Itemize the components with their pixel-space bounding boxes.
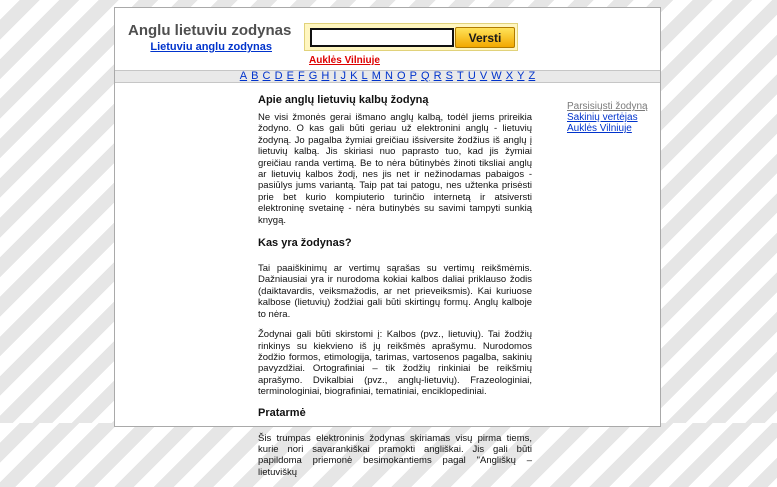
alphabet-letter-p[interactable]: P	[409, 70, 417, 82]
header	[115, 8, 660, 70]
alphabet-letter-a[interactable]: A	[239, 70, 248, 82]
foreword-heading: Pratarmė	[258, 406, 306, 419]
alphabet-letter-t[interactable]: T	[457, 70, 464, 82]
alphabet-letter-v[interactable]: V	[479, 70, 488, 82]
nannies-vilnius-sidebar-link[interactable]: Auklės Vilniuje	[567, 123, 632, 134]
alphabet-letter-j[interactable]: J	[340, 70, 347, 82]
what-is-dictionary-heading: Kas yra žodynas?	[258, 237, 352, 250]
search-box	[304, 23, 518, 51]
alphabet-letter-m[interactable]: M	[371, 70, 381, 82]
alphabet-letter-y[interactable]: Y	[517, 70, 525, 82]
alphabet-letter-c[interactable]: C	[262, 70, 271, 82]
alphabet-letter-n[interactable]: N	[384, 70, 393, 82]
lithuanian-english-dictionary-link[interactable]: Lietuviu anglu zodynas	[150, 41, 272, 53]
site-title: Anglu lietuviu zodynas	[128, 22, 292, 39]
translate-button[interactable]: Versti	[455, 27, 515, 48]
alphabet-letter-l[interactable]: L	[361, 70, 368, 82]
alphabet-letter-u[interactable]: U	[467, 70, 476, 82]
alphabet-letter-g[interactable]: G	[308, 70, 318, 82]
alphabet-letter-z[interactable]: Z	[528, 70, 536, 82]
alphabet-letter-r[interactable]: R	[433, 70, 442, 82]
main-content	[258, 94, 532, 487]
dictionary-types-paragraph: Žodynai gali būti skirstomi į: Kalbos (pvz., lietuvių). Tai žodžių rinkinys su kiekvieno iš jų reikšmės aprašymu. Nurodomos žodžio formos, etimologija, tarimas, vartosenos pagalba, sakinių pavyzdžiai. Ortografiniai – tik žodžių rinkiniai be reikšmių aprašymo. Dvikalbiai (pvz., anglų-lietuvių). Frazeologiniai, terminologiniai, biografiniai, tematiniai, enciklopediniai.	[258, 329, 532, 398]
alphabet-letter-h[interactable]: H	[321, 70, 330, 82]
download-dictionary-link[interactable]: Parsisiųsti žodyną	[567, 101, 648, 112]
alphabet-bar	[115, 70, 660, 83]
search-input[interactable]	[310, 28, 454, 47]
alphabet-letter-b[interactable]: B	[251, 70, 259, 82]
alphabet-letter-k[interactable]: K	[350, 70, 358, 82]
alphabet-letter-d[interactable]: D	[274, 70, 283, 82]
page-container	[114, 7, 661, 478]
alphabet-letter-i[interactable]: I	[333, 70, 337, 82]
about-paragraph: Ne visi žmonės gerai išmano anglų kalbą, todėl jiems prireikia žodyno. O kas gali būti geriau už elektronini anglų - lietuvių žodyną. Jo pagalba žymiai greičiau išsiversite žodžius iš anglų į lietuvių kalbą. Jis skiriasi nuo paprasto tuo, kad jis žymiai greičiau randa vertimą. Be to nėra būtinybės žinoti tiksliai anglų ar lietuvių kalbos žodį, nes jis net ir nežinodamas pabaigos - pasiūlys jums variantą. Taip pat tai patogu, nes užtenka prisėsti prie bet kurio kompiuterio turinčio internetą ir atsiversti elektroninę svetainę - nėra butinybės su savimi tampyti sunkią knygą.	[258, 112, 532, 226]
about-heading: Apie anglų lietuvių kalbų žodyną	[258, 94, 429, 106]
sentence-translator-link[interactable]: Sakinių vertėjas	[567, 112, 638, 123]
sidebar	[567, 101, 648, 134]
alphabet-letter-s[interactable]: S	[445, 70, 453, 82]
alphabet-letter-w[interactable]: W	[491, 70, 502, 82]
foreword-paragraph: Šis trumpas elektroninis žodynas skiriamas visų pirma tiems, kurie nori savarankiškai pramokti angliškai. Jis gali būti papildoma priemonė besimokantiems pagal "Angliškų – lietuviškų	[258, 432, 532, 478]
nannies-vilnius-link[interactable]: Auklės Vilniuje	[309, 55, 380, 66]
alphabet-letter-x[interactable]: X	[505, 70, 514, 82]
alphabet-letter-q[interactable]: Q	[420, 70, 430, 82]
alphabet-letter-f[interactable]: F	[297, 70, 305, 82]
alphabet-letter-o[interactable]: O	[396, 70, 406, 82]
definition-paragraph: Tai paaiškinimų ar vertimų sąrašas su vertimų reikšmėmis. Dažniausiai yra ir nurodoma kokiai kalbos daliai priklauso žodis (daiktavardis, veiksmažodis, ar net prieveiksmis). Kai kuriuose kalbose (lietuvių) žodžiai gali būti skirtingų formų. Anglų kalboje to nėra.	[258, 263, 532, 320]
alphabet-letter-e[interactable]: E	[286, 70, 294, 82]
